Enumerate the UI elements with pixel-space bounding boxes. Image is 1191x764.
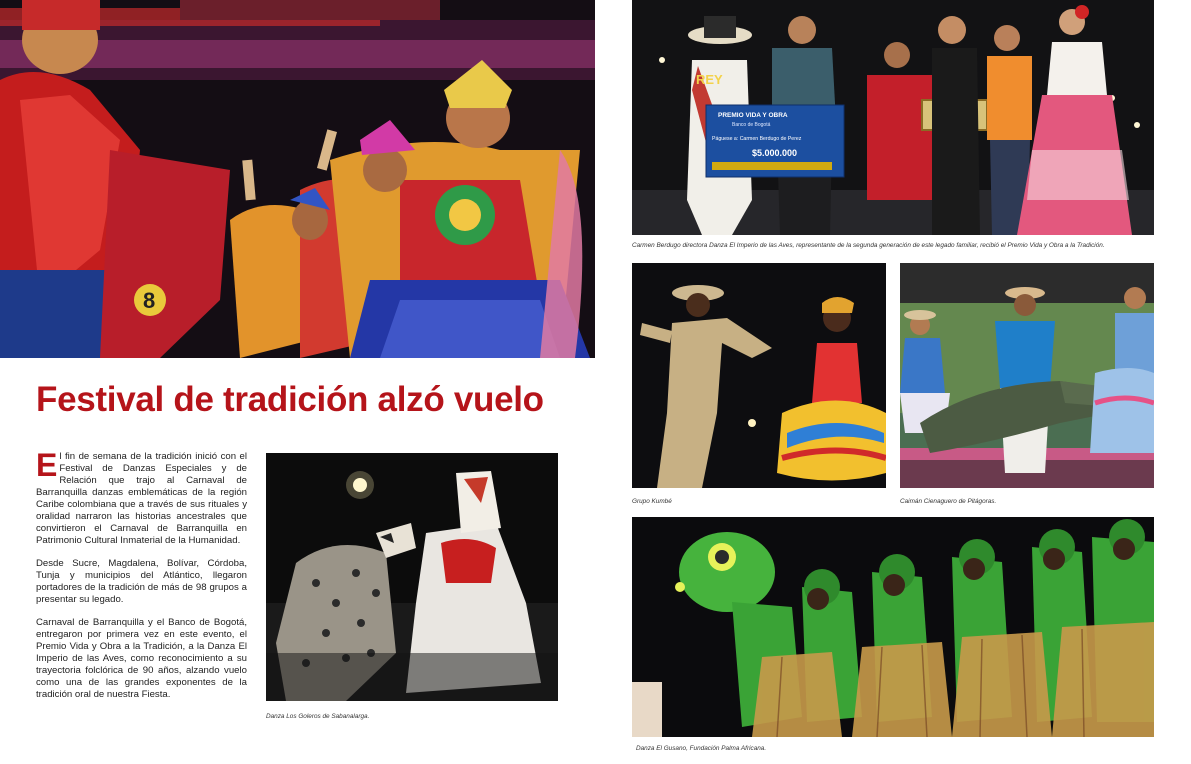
gusano-photo [632,517,1154,737]
kumbe-caption: Grupo Kumbé [632,498,672,505]
award-caption: Carmen Berdugo directora Danza El Imperio de las Aves, representante de la segunda generación de este legado familiar, recibió el Premio Vida y Obra a la Tradición. [632,242,1105,249]
article-body [36,447,247,712]
paragraph-1-text: l fin de semana de la tradición inició con el Festival de Danzas Especiales y de Relación que trajo al Carnaval de Barranquilla danzas emblemáticas de la región Caribe colombiana que a través de sus rituales y oralidad narraron las historias ancestrales que convirtieron el Carnaval de Barranquilla en Patrimonio Cultural Inmaterial de la Humanidad. [36,451,247,546]
article-paragraph-2: Desde Sucre, Magdalena, Bolívar, Córdoba, Tunja y municipios del Atlántico, llegaron portadores de la tradición de más de 98 grupos a presentar su legado. [36,558,247,605]
drop-cap: E [36,447,58,483]
goleros-photo [266,453,558,701]
goleros-caption: Danza Los Goleros de Sabanalarga. [266,713,370,720]
check-bank: Banco de Bogotá [732,122,771,128]
award-photo [632,0,1154,235]
award-check [706,105,844,177]
costume-number: 8 [143,288,156,313]
hero-photo-dancers [0,0,595,358]
check-amount: $5.000.000 [752,148,798,158]
kumbe-photo [632,263,886,488]
article-headline: Festival de tradición alzó vuelo [36,380,544,419]
sash-text: REY [696,72,723,87]
gusano-caption: Danza El Gusano, Fundación Palma Africana. [636,745,767,752]
caiman-photo [900,263,1154,488]
caiman-caption: Caimán Cienaguero de Pitágoras. [900,498,997,505]
check-title: PREMIO VIDA Y OBRA [718,112,788,119]
article-paragraph-3: Carnaval de Barranquilla y el Banco de Bogotá, entregaron por primera vez en este evento, el Premio Vida y Obra a la Tradición, a la Danza El Imperio de las Aves, como reconocimiento a su trayectoria folclórica de 90 años, alzando vuelo como una de las grandes exponentes de la tradición oral de nuestra Fiesta. [36,617,247,700]
check-payee: Páguese a: Carmen Berdugo de Perez [712,136,802,142]
article-paragraph-1 [36,447,247,547]
